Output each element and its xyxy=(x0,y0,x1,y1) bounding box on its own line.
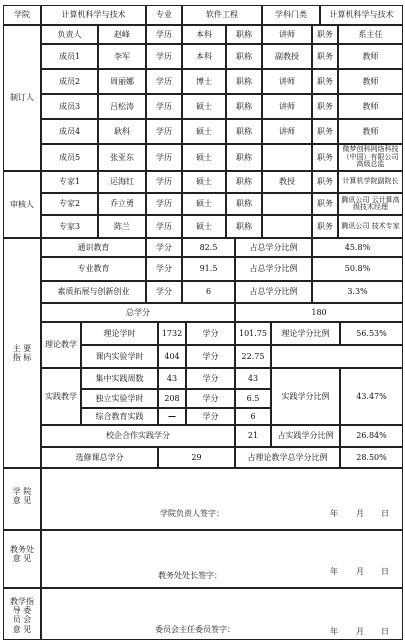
member-edu: 硕士 xyxy=(182,144,226,171)
discipline-value: 计算机科学与技术 xyxy=(320,5,403,25)
member-title-label: 职称 xyxy=(226,144,262,171)
lab-hours-label: 课内实验学时 xyxy=(81,345,158,368)
practice-label: 实践教学 xyxy=(41,368,81,425)
indicator-ratio: 3.3% xyxy=(312,281,403,303)
member-title: 讲师 xyxy=(262,119,312,144)
leader-role: 负责人 xyxy=(41,25,98,44)
month-label: 月 xyxy=(356,567,364,577)
day-label: 日 xyxy=(381,567,389,577)
member-edu-label: 学历 xyxy=(146,144,182,171)
expert-name: 运海红 xyxy=(98,171,146,193)
indicator-name: 专业教育 xyxy=(41,257,146,281)
credit-label: 学分 xyxy=(146,257,182,281)
practice-item-name: 集中实践周数 xyxy=(81,368,158,389)
major-label: 专业 xyxy=(146,5,182,25)
practice-item-value: 43 xyxy=(158,368,186,389)
month-label: 月 xyxy=(356,509,364,519)
leader-edu: 本科 xyxy=(182,25,226,44)
member-edu-label: 学历 xyxy=(146,69,182,94)
member-title: 副教授 xyxy=(262,44,312,69)
makers-group-label: 制订人 xyxy=(3,25,41,171)
academic-office-opinion-box xyxy=(41,530,403,588)
member-edu-label: 学历 xyxy=(146,119,182,144)
member-edu-label: 学历 xyxy=(146,44,182,69)
expert-title: 教授 xyxy=(262,171,312,193)
coop-credits-label: 校企合作实践学分 xyxy=(41,425,235,447)
academic-office-opinion-label: 教务处 意 见 xyxy=(3,530,41,588)
committee-opinion-label: 教学指导 委 员 会 意 见 xyxy=(3,588,41,640)
member-edu-label: 学历 xyxy=(146,94,182,119)
elective-label: 选修课总学分 xyxy=(41,447,158,468)
expert-name: 乔立勇 xyxy=(98,193,146,215)
theory-hours: 1732 xyxy=(158,322,186,345)
expert-role: 专家3 xyxy=(41,215,98,238)
indicator-credits: 6 xyxy=(182,281,235,303)
discipline-label: 学科门类 xyxy=(262,5,320,25)
member-role: 成员2 xyxy=(41,69,98,94)
member-title-label: 职称 xyxy=(226,94,262,119)
leader-title-label: 职称 xyxy=(226,25,262,44)
coop-ratio: 26.84% xyxy=(340,425,403,447)
member-role: 成员5 xyxy=(41,144,98,171)
practice-credit-label: 学分 xyxy=(186,368,235,389)
reviewers-group-label: 审核人 xyxy=(3,171,41,238)
expert-title-label: 职称 xyxy=(226,215,262,238)
day-label: 日 xyxy=(381,509,389,519)
practice-credit-label: 学分 xyxy=(186,389,235,408)
member-edu: 本科 xyxy=(182,44,226,69)
theory-credit-label: 学分 xyxy=(186,322,235,345)
member-post: 教师 xyxy=(338,94,403,119)
member-role: 成员1 xyxy=(41,44,98,69)
member-post: 教师 xyxy=(338,44,403,69)
practice-item-value: — xyxy=(158,408,186,425)
committee-opinion-box xyxy=(41,588,403,640)
expert-title-label: 职称 xyxy=(226,171,262,193)
college-sign-label: 学院负责人签字： xyxy=(160,509,224,519)
ratio-label: 占总学分比例 xyxy=(235,257,312,281)
expert-edu-label: 学历 xyxy=(146,171,182,193)
lab-hours: 404 xyxy=(158,345,186,368)
indicators-group-label: 主 要 指 标 xyxy=(3,238,41,468)
practice-item-name: 综合教育实践 xyxy=(81,408,158,425)
expert-title xyxy=(262,215,312,238)
blank-cell xyxy=(271,345,403,368)
member-post-label: 职务 xyxy=(312,44,338,69)
member-name: 周丽娜 xyxy=(98,69,146,94)
indicator-name: 素质拓展与创新创业 xyxy=(41,281,146,303)
member-title xyxy=(262,144,312,171)
member-post-label: 职务 xyxy=(312,69,338,94)
indicator-credits: 82.5 xyxy=(182,238,235,257)
indicator-name: 通识教育 xyxy=(41,238,146,257)
year-label: 年 xyxy=(330,567,338,577)
leader-edu-label: 学历 xyxy=(146,25,182,44)
college-label: 学院 xyxy=(3,5,41,25)
member-edu: 博士 xyxy=(182,69,226,94)
ratio-label: 占总学分比例 xyxy=(235,238,312,257)
total-credits-value: 180 xyxy=(235,303,403,322)
member-name: 李军 xyxy=(98,44,146,69)
college-value: 计算机科学与技术 xyxy=(41,5,146,25)
day-label: 日 xyxy=(381,627,389,637)
theory-hours-label: 理论学时 xyxy=(81,322,158,345)
practice-item-credits: 43 xyxy=(235,368,271,389)
member-name: 耿科 xyxy=(98,119,146,144)
member-title-label: 职称 xyxy=(226,44,262,69)
elective-ratio: 28.50% xyxy=(340,447,403,468)
practice-item-value: 208 xyxy=(158,389,186,408)
month-label: 月 xyxy=(356,627,364,637)
member-post-label: 职务 xyxy=(312,144,338,171)
coop-ratio-label: 占实践学分比例 xyxy=(271,425,340,447)
practice-item-name: 独立实验学时 xyxy=(81,389,158,408)
leader-title: 讲师 xyxy=(262,25,312,44)
expert-post-label: 职务 xyxy=(312,193,338,215)
member-role: 成员3 xyxy=(41,94,98,119)
ratio-label: 占总学分比例 xyxy=(235,281,312,303)
credit-label: 学分 xyxy=(146,281,182,303)
expert-edu: 硕士 xyxy=(182,171,226,193)
theory-ratio: 56.53% xyxy=(340,322,403,345)
expert-post: 腾讯公司 云计算高级技术经理 xyxy=(338,193,403,215)
credit-label: 学分 xyxy=(146,238,182,257)
member-post-label: 职务 xyxy=(312,94,338,119)
expert-role: 专家2 xyxy=(41,193,98,215)
expert-role: 专家1 xyxy=(41,171,98,193)
member-name: 张亚东 xyxy=(98,144,146,171)
lab-credits: 22.75 xyxy=(235,345,271,368)
indicator-credits: 91.5 xyxy=(182,257,235,281)
expert-title-label: 职称 xyxy=(226,193,262,215)
practice-ratio: 43.47% xyxy=(340,368,403,425)
expert-post-label: 职务 xyxy=(312,171,338,193)
member-post: 教师 xyxy=(338,69,403,94)
committee-sign-label: 委员会主任委员签字： xyxy=(155,625,235,635)
expert-title xyxy=(262,193,312,215)
theory-ratio-label: 理论学分比例 xyxy=(271,322,340,345)
expert-name: 陈兰 xyxy=(98,215,146,238)
practice-item-credits: 6 xyxy=(235,408,271,425)
member-title-label: 职称 xyxy=(226,119,262,144)
member-title: 讲师 xyxy=(262,94,312,119)
expert-edu-label: 学历 xyxy=(146,215,182,238)
expert-edu: 硕士 xyxy=(182,215,226,238)
elective-ratio-label: 占理论教学总学分比例 xyxy=(235,447,340,468)
member-post: 微梦创科网络科技（中国）有限公司 高级总监 xyxy=(338,144,403,171)
office-sign-label: 教务处处长签字： xyxy=(158,571,222,581)
college-opinion-label: 学 院 意 见 xyxy=(3,468,41,530)
member-title: 讲师 xyxy=(262,69,312,94)
total-credits-label: 总学分 xyxy=(41,303,235,322)
year-label: 年 xyxy=(330,627,338,637)
practice-credit-label: 学分 xyxy=(186,408,235,425)
theory-label: 理论教学 xyxy=(41,322,81,368)
member-name: 吕松涛 xyxy=(98,94,146,119)
leader-post: 系主任 xyxy=(338,25,403,44)
theory-credits: 101.75 xyxy=(235,322,271,345)
elective-credits: 29 xyxy=(158,447,235,468)
expert-post: 腾讯公司 技术专家 xyxy=(338,215,403,238)
indicator-ratio: 50.8% xyxy=(312,257,403,281)
leader-post-label: 职务 xyxy=(312,25,338,44)
member-post-label: 职务 xyxy=(312,119,338,144)
major-value: 软件工程 xyxy=(182,5,262,25)
member-post: 教师 xyxy=(338,119,403,144)
year-label: 年 xyxy=(330,509,338,519)
lab-credit-label: 学分 xyxy=(186,345,235,368)
expert-post-label: 职务 xyxy=(312,215,338,238)
expert-post: 计算机学院副院长 xyxy=(338,171,403,193)
college-opinion-box xyxy=(41,468,403,530)
coop-credits: 21 xyxy=(235,425,271,447)
member-edu: 硕士 xyxy=(182,94,226,119)
expert-edu-label: 学历 xyxy=(146,193,182,215)
practice-item-credits: 6.5 xyxy=(235,389,271,408)
indicator-ratio: 45.8% xyxy=(312,238,403,257)
member-edu: 硕士 xyxy=(182,119,226,144)
member-role: 成员4 xyxy=(41,119,98,144)
leader-name: 赵峰 xyxy=(98,25,146,44)
member-title-label: 职称 xyxy=(226,69,262,94)
practice-ratio-label: 实践学分比例 xyxy=(271,368,340,425)
expert-edu: 硕士 xyxy=(182,193,226,215)
